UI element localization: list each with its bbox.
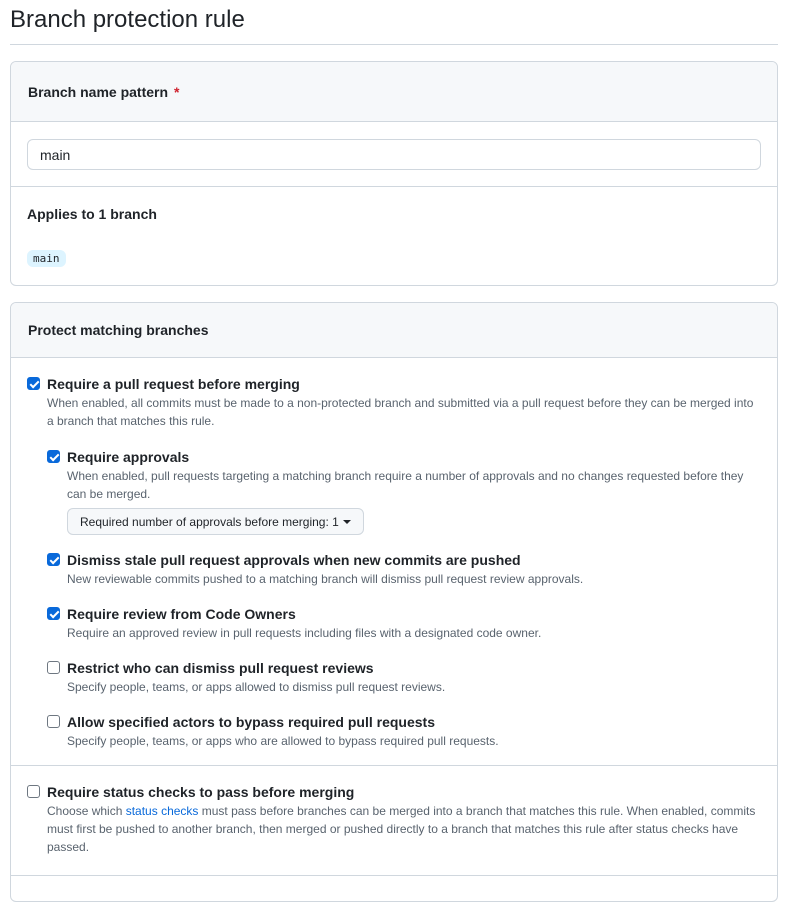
- option-require-pr: [27, 375, 761, 430]
- protect-header: Protect matching branches: [11, 303, 777, 358]
- pattern-header: [11, 62, 777, 122]
- status-checks-link[interactable]: status checks: [125, 804, 199, 818]
- option-desc: Specify people, teams, or apps who are allowed to bypass required pull requests.: [67, 734, 499, 748]
- applies-label: Applies to 1 branch: [27, 206, 157, 222]
- option-restrict-dismiss: [47, 659, 761, 696]
- dismiss-stale-checkbox[interactable]: [47, 553, 60, 566]
- option-dismiss-stale: [47, 551, 761, 588]
- option-title: Restrict who can dismiss pull request reviews: [67, 660, 374, 676]
- option-require-approvals: [47, 448, 761, 535]
- divider: [10, 44, 778, 45]
- option-title: Dismiss stale pull request approvals when new commits are pushed: [67, 552, 521, 568]
- require-approvals-checkbox[interactable]: [47, 450, 60, 463]
- option-desc: New reviewable commits pushed to a matching branch will dismiss pull request review approvals.: [67, 572, 584, 586]
- option-desc: When enabled, all commits must be made to a non-protected branch and submitted via a pull request before they can be merged into a branch that matches this rule.: [47, 396, 754, 428]
- require-pr-checkbox[interactable]: [27, 377, 40, 390]
- restrict-dismiss-checkbox[interactable]: [47, 661, 60, 674]
- approvals-button-label: Required number of approvals before merging: 1: [80, 514, 339, 529]
- option-desc: When enabled, pull requests targeting a matching branch require a number of approvals and no changes requested before they can be merged.: [67, 469, 744, 501]
- option-status-checks: [27, 783, 761, 856]
- approvals-count-dropdown[interactable]: [67, 508, 364, 535]
- option-title: Allow specified actors to bypass required pull requests: [67, 714, 435, 730]
- protect-box: [10, 302, 778, 902]
- status-checks-checkbox[interactable]: [27, 785, 40, 798]
- option-bypass: [47, 713, 761, 750]
- caret-down-icon: [343, 520, 351, 524]
- pattern-label: Branch name pattern: [28, 83, 169, 100]
- branch-tag: main: [27, 250, 66, 267]
- option-title: Require status checks to pass before merging: [47, 784, 355, 800]
- option-title: Require approvals: [67, 449, 190, 465]
- bypass-checkbox[interactable]: [47, 715, 60, 728]
- desc-text: must pass before branches can be merged into a branch that matches this rule. When enabled, commits must first be pushed to another branch, then merged or pushed directly to a branch that matches this rule after status checks have passed.: [47, 804, 756, 854]
- option-desc: Require an approved review in pull requests including files with a designated code owner.: [67, 626, 542, 640]
- option-desc: [47, 802, 761, 856]
- option-title: Require a pull request before merging: [47, 376, 300, 392]
- option-title: Require review from Code Owners: [67, 606, 296, 622]
- branch-name-pattern-input[interactable]: [27, 139, 761, 170]
- option-code-owners: [47, 605, 761, 642]
- desc-text: Choose which: [47, 804, 126, 818]
- page-title: Branch protection rule: [10, 6, 245, 33]
- required-mark: *: [174, 83, 180, 100]
- branch-pattern-box: [10, 61, 778, 286]
- option-desc: Specify people, teams, or apps allowed to dismiss pull request reviews.: [67, 680, 446, 694]
- code-owners-checkbox[interactable]: [47, 607, 60, 620]
